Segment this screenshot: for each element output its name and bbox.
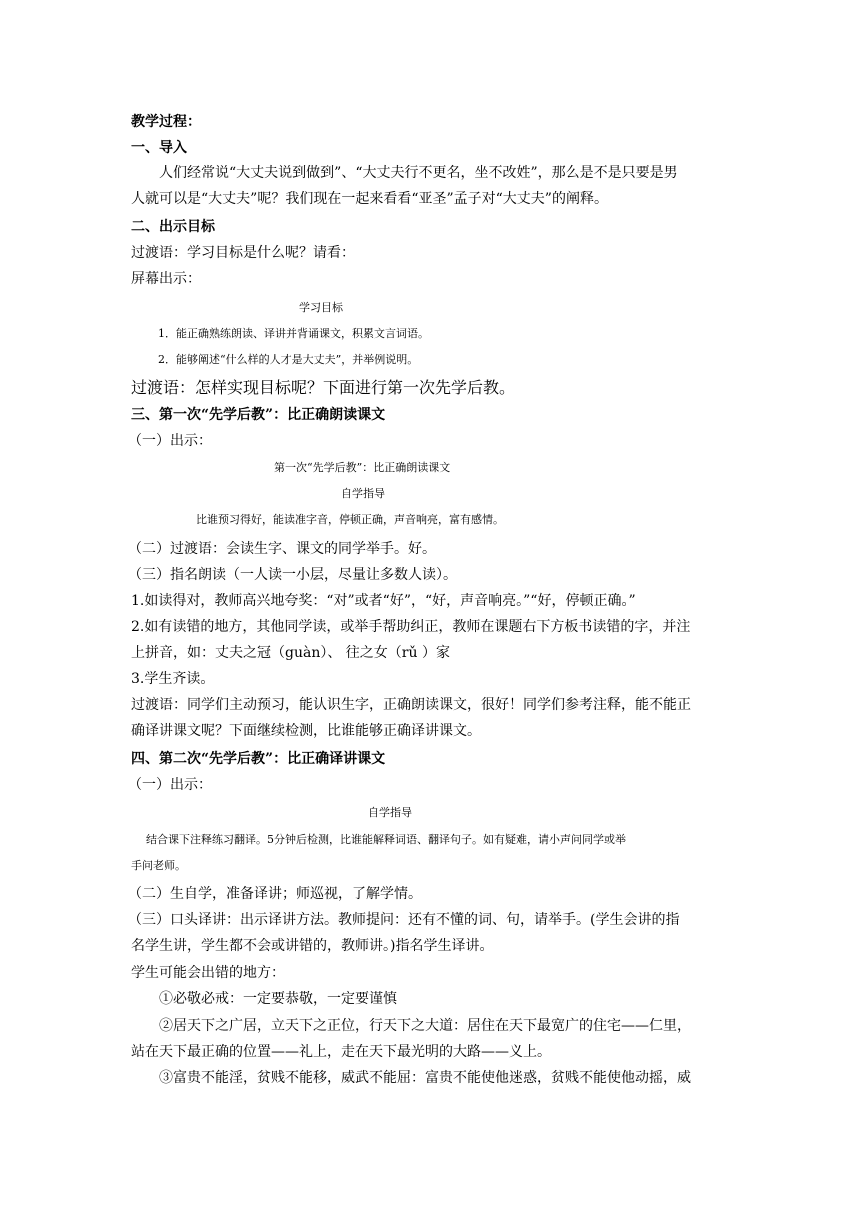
transition-text: 过渡语：学习目标是什么呢？请看： <box>131 245 355 261</box>
step-reading: （三）指名朗读（一人读一小层，尽量让多数人读）。 <box>128 567 457 583</box>
reading-note-2-line-1: 2.如有读错的地方，其他同学读，或举手帮助纠正，教师在课题右下方板书读错的字，并注 <box>131 619 691 635</box>
error-item-2-line-2: 站在天下最正确的位置——礼上，走在天下最光明的大路——义上。 <box>131 1044 551 1060</box>
step-display: （一）出示： <box>128 433 212 449</box>
translation-guide-text-1: 结合课下注释练习翻译。5分钟后检测，比谁能解释词语、翻译句子。如有疑难，请小声问同学或举 <box>146 833 626 846</box>
goal-item-1: 1．能正确熟练朗读、译讲并背诵课文，积累文言词语。 <box>158 327 429 340</box>
reading-box-title: 第一次“先学后教”：比正确朗读课文 <box>274 461 451 474</box>
step-transition: （二）过渡语：会读生字、课文的同学举手。好。 <box>128 541 436 557</box>
section-2-title: 二、出示目标 <box>131 219 215 235</box>
reading-note-2-line-2: 上拼音，如：丈夫之冠（guàn）、 往之女（rǔ ）家 <box>131 645 450 661</box>
transition-line-1: 过渡语：同学们主动预习，能认识生字，正确朗读课文，很好！同学们参考注释，能不能正 <box>131 697 691 713</box>
section-3-title: 三、第一次“先学后教”：比正确朗读课文 <box>131 407 386 423</box>
goal-item-2: 2．能够阐述“什么样的人才是大丈夫”，并举例说明。 <box>158 353 419 366</box>
self-study-guide-title: 自学指导 <box>341 487 385 500</box>
translation-guide-title: 自学指导 <box>368 806 412 819</box>
step-oral-translation-line-2: 名学生讲，学生都不会或讲错的，教师讲。)指名学生译讲。 <box>131 938 494 954</box>
error-item-3: ③富贵不能淫，贫贱不能移，威武不能屈：富贵不能使他迷惑，贫贱不能使他动摇，威 <box>159 1070 691 1086</box>
step-display-2: （一）出示： <box>128 777 212 793</box>
intro-paragraph-line-1: 人们经常说“大丈夫说到做到”、“大丈夫行不更名，坐不改姓”，那么是不是只要是男 <box>159 165 678 181</box>
section-1-title: 一、导入 <box>131 140 187 156</box>
intro-paragraph-line-2: 人就可以是“大丈夫”呢？我们现在一起来看看“亚圣”孟子对“大丈夫”的阐释。 <box>131 191 608 207</box>
goals-box-title: 学习目标 <box>299 301 343 314</box>
step-oral-translation-line-1: （三）口头译讲：出示译讲方法。教师提问：还有不懂的词、句，请举手。(学生会讲的指 <box>128 912 680 928</box>
transition-line-2: 确译讲课文呢？下面继续检测，比谁能够正确译讲课文。 <box>131 723 481 739</box>
self-study-guide-text: 比谁预习得好，能读准字音，停顿正确，声音响亮，富有感情。 <box>196 513 504 526</box>
translation-guide-text-2: 手问老师。 <box>131 859 186 872</box>
section-4-title: 四、第二次“先学后教”：比正确译讲课文 <box>131 751 386 767</box>
error-item-2-line-1: ②居天下之广居，立天下之正位，行天下之大道：居住在天下最宽广的住宅——仁里， <box>159 1018 691 1034</box>
step-self-study: （二）生自学，准备译讲；师巡视，了解学情。 <box>128 886 422 902</box>
reading-note-1: 1.如读得对，教师高兴地夸奖：“对”或者“好”，“好，声音响亮。”“好，停顿正确。” <box>131 593 636 609</box>
reading-note-3: 3.学生齐读。 <box>131 671 215 687</box>
section-heading: 教学过程： <box>131 114 201 130</box>
possible-errors-label: 学生可能会出错的地方： <box>131 965 285 981</box>
error-item-1: ①必敬必戒：一定要恭敬，一定要谨慎 <box>159 991 397 1007</box>
screen-display-label: 屏幕出示： <box>131 271 201 287</box>
transition-text-2: 过渡语：怎样实现目标呢？下面进行第一次先学后教。 <box>131 378 516 397</box>
